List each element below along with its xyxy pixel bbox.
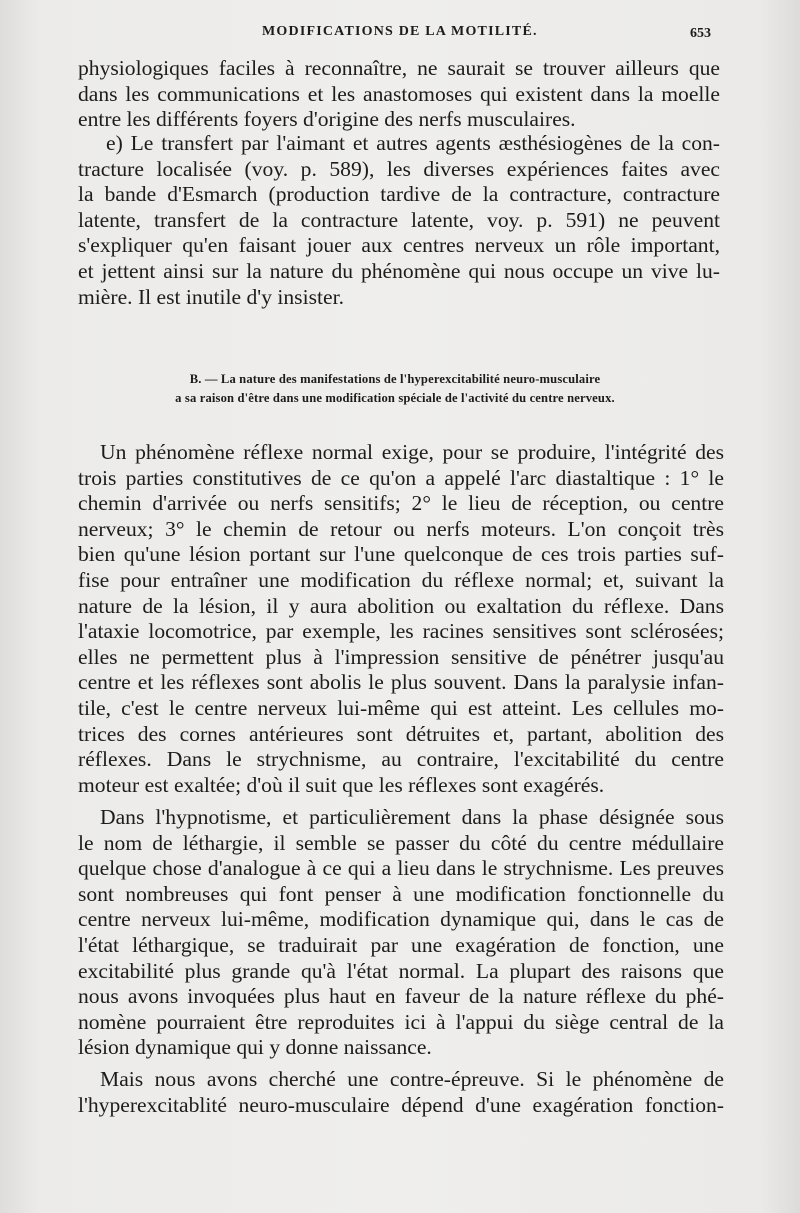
text-line: trices des cornes antérieures sont détruites et, partant, abolition des: [78, 721, 724, 746]
text-line: nomène pourraient être reproduites ici à l'appui du siège central de la: [78, 1009, 724, 1034]
text-line: tile, c'est le centre nerveux lui-même qui est atteint. Les cellules mo-: [78, 695, 724, 720]
text-line: latente, transfert de la contracture latente, voy. p. 591) ne peuvent: [78, 207, 720, 232]
text-line: dans les communications et les anastomoses qui existent dans la moelle: [78, 81, 720, 106]
text-line: la bande d'Esmarch (production tardive de la contracture, contracture: [78, 182, 720, 207]
text-line: Un phénomène réflexe normal exige, pour se produire, l'intégrité des: [100, 440, 724, 464]
text-line: centre et les réflexes sont abolis le plus souvent. Dans la paralysie infan-: [78, 670, 724, 695]
text-line: Dans l'hypnotisme, et particulièrement dans la phase désignée sous: [100, 805, 724, 829]
paragraph-continuation: [78, 56, 720, 133]
text-line: quelque chose d'analogue à ce qui a lieu dans le strychnisme. Les preuves: [78, 856, 724, 881]
text-line: le nom de léthargie, il semble se passer du côté du centre médullaire: [78, 830, 724, 855]
paragraph-counter-proof: [78, 1067, 724, 1118]
text-line: e) Le transfert par l'aimant et autres agents æsthésiogènes de la con-: [106, 131, 720, 155]
text-line: et jettent ainsi sur la nature du phénomène qui nous occupe un vive lu-: [78, 258, 720, 283]
text-line: tracture localisée (voy. p. 589), les diverses expériences faites avec: [78, 156, 720, 181]
section-heading: [80, 370, 710, 408]
section-heading-line: B. — La nature des manifestations de l'hyperexcitabilité neuro-musculaire: [189, 372, 601, 386]
text-line: l'hyperexcitablité neuro-musculaire dépend d'une exagération fonction-: [78, 1092, 724, 1117]
section-heading-line: a sa raison d'être dans une modification spéciale de l'activité du centre nerveux.: [175, 391, 615, 405]
text-line: trois parties constitutives de ce qu'on a appelé l'arc diastaltique : 1° le: [78, 465, 724, 490]
page-number: 653: [690, 26, 711, 41]
paragraph-hypnotism: [78, 805, 724, 1061]
paragraph-e: [78, 131, 720, 310]
text-line: moteur est exaltée; d'où il suit que les réflexes sont exagérés.: [78, 772, 605, 797]
text-line: réflexes. Dans le strychnisme, au contraire, l'excitabilité du centre: [78, 747, 724, 772]
text-line: nature de la lésion, il y aura abolition ou exaltation du réflexe. Dans: [78, 593, 724, 618]
text-line: s'expliquer qu'en faisant jouer aux centres nerveux un rôle important,: [78, 233, 720, 258]
text-line: chemin d'arrivée ou nerfs sensitifs; 2° le lieu de réception, ou centre: [78, 491, 724, 516]
text-line: nerveux; 3° le chemin de retour ou nerfs moteurs. L'on conçoit très: [78, 516, 724, 541]
text-line: excitabilité plus grande qu'à l'état normal. La plupart des raisons que: [78, 958, 724, 983]
text-line: lésion dynamique qui y donne naissance.: [78, 1035, 432, 1060]
text-line: l'ataxie locomotrice, par exemple, les racines sensitives sont sclérosées;: [78, 619, 724, 644]
text-line: Mais nous avons cherché une contre-épreuve. Si le phénomène de: [100, 1067, 724, 1091]
text-line: sont nombreuses qui font penser à une modification fonctionnelle du: [78, 881, 724, 906]
text-line: mière. Il est inutile d'y insister.: [78, 284, 344, 309]
paragraph-reflex: [78, 440, 724, 798]
text-line: fise pour entraîner une modification du réflexe normal; et, suivant la: [78, 567, 724, 592]
text-line: entre les différents foyers d'origine des nerfs musculaires.: [78, 107, 576, 132]
text-line: physiologiques faciles à reconnaître, ne saurait se trouver ailleurs que: [78, 56, 720, 80]
running-head: MODIFICATIONS DE LA MOTILITÉ.: [262, 24, 538, 39]
text-line: bien qu'une lésion portant sur l'une quelconque de ces trois parties suf-: [78, 542, 724, 567]
text-line: l'état léthargique, se traduirait par une exagération de fonction, une: [78, 932, 724, 957]
page-header: [0, 22, 800, 46]
text-line: elles ne permettent plus à l'impression sensitive de pénétrer jusqu'au: [78, 644, 724, 669]
text-line: centre nerveux lui-même, modification dynamique qui, dans le cas de: [78, 907, 724, 932]
text-line: nous avons invoquées plus haut en faveur de la nature réflexe du phé-: [78, 984, 724, 1009]
